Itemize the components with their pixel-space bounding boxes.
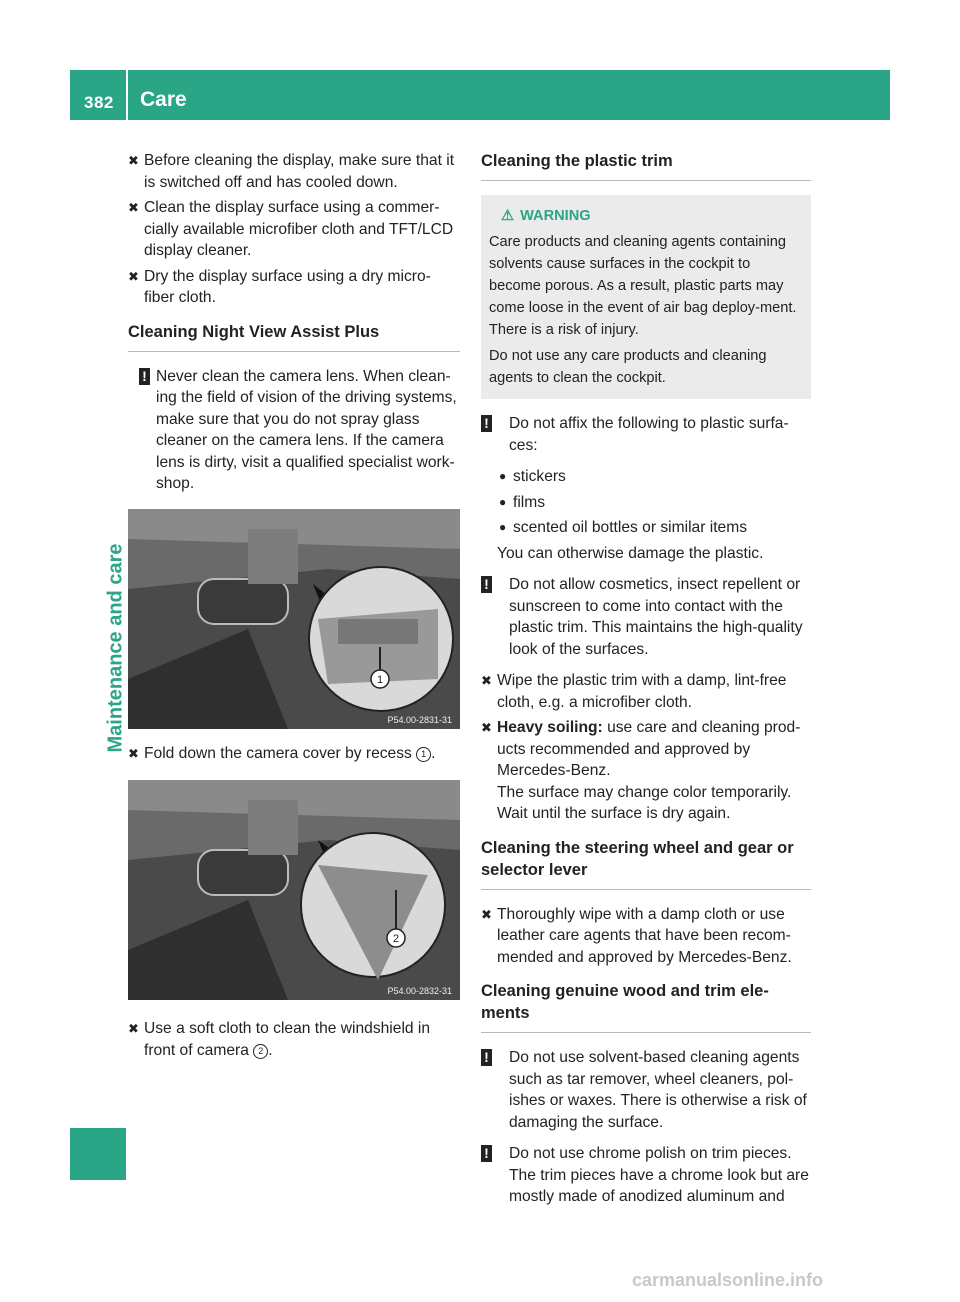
affix-after-text: You can otherwise damage the plastic. [497,544,764,562]
step-text: use care and cleaning prod-ucts recommended and approved by Mercedes-Benz. [497,719,801,779]
bullet-icon: ● [499,494,507,509]
list-item-text: films [513,493,546,511]
heading-steering-wheel: Cleaning the steering wheel and gear or selector lever [481,837,811,890]
step-item [128,197,460,262]
figure-code: P54.00-2831-31 [387,714,452,725]
warning-text: Care products and cleaning agents containing solvents cause surfaces in the cockpit to become porous. As a result, plastic parts may come loose in the event of air bag deploy-ment. There is a risk of injury. [489,234,797,338]
step-extra-text: The surface may change color temporarily. Wait until the surface is dry again. [497,783,792,822]
list-item [497,517,811,539]
note-text: Do not use chrome polish on trim pieces. The trim pieces have a chrome look but are mostly made of anodized aluminum and [509,1145,809,1205]
side-tab-marker [70,1128,126,1180]
callout-1-icon: 1 [416,747,431,762]
step-text: Before cleaning the display, make sure that it is switched off and has cooled down. [144,152,455,191]
bullet-icon: ● [499,469,507,483]
step-arrow-icon: ✖ [481,673,492,688]
exclamation-icon: ! [481,1049,492,1066]
step-arrow-icon: ✖ [481,720,492,735]
step-arrow-icon: ✖ [128,200,139,215]
exclamation-icon: ! [481,415,492,432]
step-item [128,150,460,193]
heading-genuine-wood: Cleaning genuine wood and trim ele-ments [481,980,811,1033]
step-text: Wipe the plastic trim with a damp, lint-free cloth, e.g. a microfiber cloth. [497,672,787,711]
side-tab-label: Maintenance and care [104,543,127,753]
step-text: Fold down the camera cover by recess [144,744,412,762]
warning-box [481,195,811,399]
step-item [481,717,811,825]
camera-figure-2-illustration [128,780,460,1000]
right-column [481,150,811,1218]
exclamation-icon: ! [481,1145,492,1162]
svg-text:1: 1 [376,673,384,686]
step-text: Clean the display surface using a commer-cially available microfiber cloth and TFT/LCD display cleaner. [144,199,454,259]
note-cosmetics [481,574,811,660]
list-item [497,466,811,488]
camera-figure-1-illustration [128,509,460,729]
step-text: Thoroughly wipe with a damp cloth or use leather care agents that have been recom-mended and approved by Mercedes-Benz. [497,905,792,966]
step-item [128,266,460,309]
heading-night-view: Cleaning Night View Assist Plus [128,321,460,352]
note-text: Do not allow cosmetics, insect repellent or sunscreen to come into contact with the plastic trim. This maintains the high-quality look of the surfaces. [509,576,803,658]
note-chrome-polish [481,1143,811,1208]
warning-title [501,205,803,227]
note-text: Never clean the camera lens. When clean-ing the field of vision of the driving systems, make sure that you do not spray glass cleaner on the camera lens. If the camera lens is dirty, visit a qualified specialist work-shop. [156,367,457,492]
step-text: Use a soft cloth to clean the windshield in front of camera [144,1020,431,1059]
step-arrow-icon: ✖ [481,906,492,922]
step-arrow-icon: ✖ [128,745,139,761]
step-text: Dry the display surface using a dry micro-fiber cloth. [144,267,431,306]
step-item [481,670,811,713]
list-item-text: stickers [513,468,566,485]
header-divider [126,70,128,120]
watermark: carmanualsonline.info [632,1270,824,1290]
note-text: Do not use solvent-based cleaning agents such as tar remover, wheel cleaners, pol-ishes or waxes. There is otherwise a risk of damaging the surface. [509,1049,807,1131]
step-arrow-icon: ✖ [128,268,139,284]
step-arrow-icon: ✖ [128,1021,139,1036]
figure-camera-windshield [128,780,460,1000]
callout-2-icon: 2 [253,1044,268,1059]
list-item-text: scented oil bottles or similar items [513,519,747,536]
affix-list [481,466,811,564]
svg-text:2: 2 [392,933,400,945]
bullet-icon: ● [499,520,507,534]
step-item: ✖ Fold down the camera cover by recess 1 . [128,743,460,765]
step-item: ✖ Use a soft cloth to clean the windshield in front of camera 2 . [128,1020,431,1059]
exclamation-icon: ! [481,576,492,593]
warning-triangle-icon: ⚠ [501,208,515,224]
page-number: 382 [84,93,114,112]
note-solvent [481,1047,811,1133]
figure-code: P54.00-2832-31 [387,986,452,996]
note-camera-lens [128,366,460,495]
header-bar [70,70,890,120]
note-affix [481,413,811,456]
step-arrow-icon: ✖ [128,153,139,168]
warning-text: Do not use any care products and cleaning agents to clean the cockpit. [489,348,767,386]
warning-title-text: WARNING [520,208,591,224]
heading-plastic-trim: Cleaning the plastic trim [481,150,811,181]
left-column [128,150,460,1065]
note-text: Do not affix the following to plastic surfa-ces: [509,415,789,454]
step-label: Heavy soiling: [497,719,603,736]
step-item [481,904,811,969]
list-item [497,492,811,514]
exclamation-icon: ! [139,368,150,385]
figure-camera-cover [128,509,460,729]
page-title: Care [140,88,187,111]
